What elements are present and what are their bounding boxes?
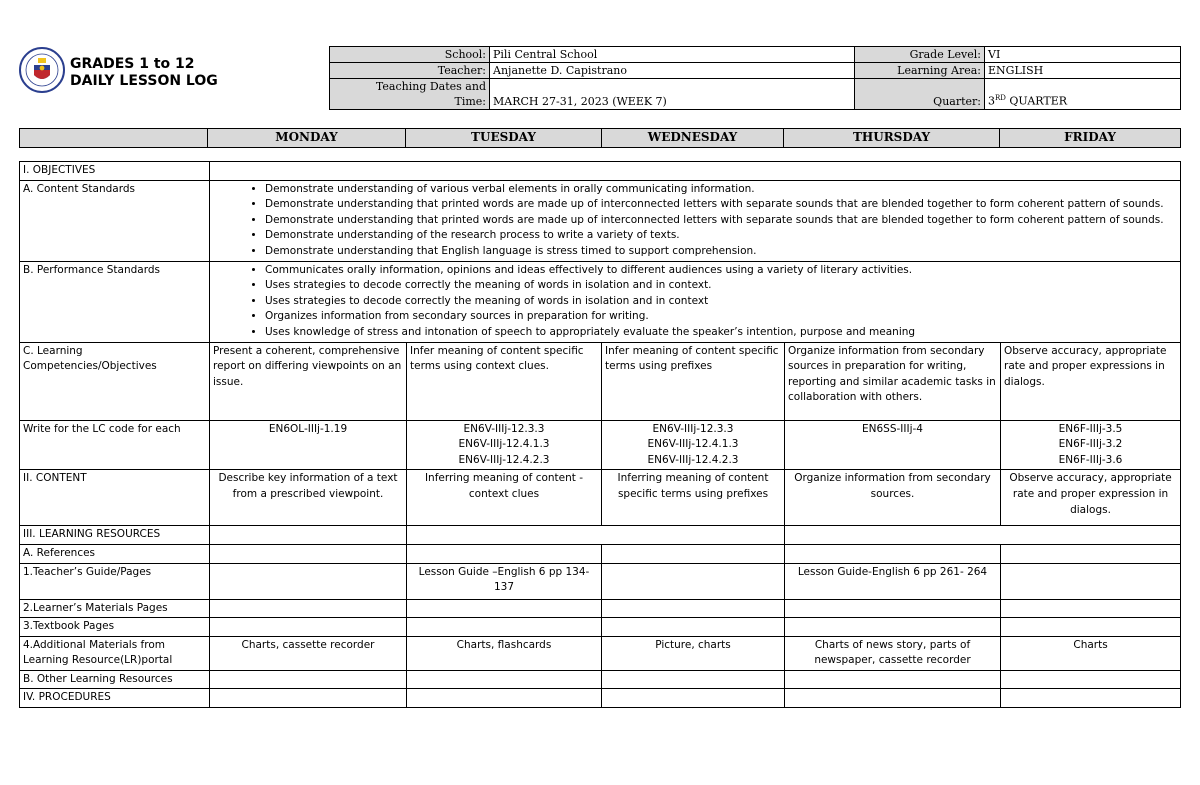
empty-cell <box>210 618 407 637</box>
lc-code-friday <box>1001 420 1181 470</box>
list-item: • Demonstrate understanding of various verbal elements in orally communicating information. <box>265 182 1177 198</box>
empty-cell <box>1001 563 1181 599</box>
list-item: • Communicates orally information, opinions and ideas effectively to different audiences using a variety of literary activities. <box>265 263 1177 279</box>
empty-cell <box>210 526 407 545</box>
list-item: • Uses strategies to decode correctly the meaning of words in isolation and in context <box>265 294 1177 310</box>
learners-materials-label: 2.Learner’s Materials Pages <box>20 599 210 618</box>
empty-cell <box>785 618 1001 637</box>
content-wednesday: Inferring meaning of content specific terms using prefixes <box>602 470 785 526</box>
empty-cell <box>210 689 407 708</box>
empty-cell <box>407 670 602 689</box>
day-header-monday: MONDAY <box>208 129 406 148</box>
lc-code: EN6V-IIIj-12.4.2.3 <box>647 453 739 466</box>
empty-cell <box>1001 689 1181 708</box>
competency-tuesday: Infer meaning of content specific terms using context clues. <box>407 342 602 420</box>
additional-materials-tuesday: Charts, flashcards <box>407 636 602 670</box>
competency-friday: Observe accuracy, appropriate rate and proper expressions in dialogs. <box>1001 342 1181 420</box>
form-title <box>70 56 218 90</box>
row-learning-resources <box>20 526 1181 545</box>
additional-materials-label-line1: 4.Additional Materials from <box>23 638 165 651</box>
performance-standards-list <box>213 263 1177 341</box>
content-standards-list <box>213 182 1177 260</box>
row-competencies <box>20 342 1181 420</box>
teacher-value: Anjanette D. Capistrano <box>490 63 855 79</box>
competency-wednesday: Infer meaning of content specific terms using prefixes <box>602 342 785 420</box>
additional-materials-label-line2: Learning Resource(LR)portal <box>23 654 173 667</box>
row-references <box>20 544 1181 563</box>
empty-cell <box>1001 618 1181 637</box>
teacher-label: Teacher: <box>330 63 490 79</box>
content-standards-label: A. Content Standards <box>20 180 210 261</box>
row-objectives <box>20 162 1181 181</box>
quarter-label: Quarter: <box>855 79 985 110</box>
row-content-standards <box>20 180 1181 261</box>
school-label: School: <box>330 47 490 63</box>
empty-cell <box>602 563 785 599</box>
lc-code: EN6F-IIIj-3.5 <box>1058 422 1123 435</box>
empty-cell <box>785 670 1001 689</box>
references-label: A. References <box>20 544 210 563</box>
empty-cell <box>785 526 1181 545</box>
competency-monday: Present a coherent, comprehensive report on differing viewpoints on an issue. <box>210 342 407 420</box>
teaching-dates-label-line2: Time: <box>454 95 486 108</box>
day-header-thursday: THURSDAY <box>784 129 1000 148</box>
row-content <box>20 470 1181 526</box>
row-performance-standards <box>20 261 1181 342</box>
empty-cell <box>602 670 785 689</box>
list-item: • Demonstrate understanding that printed words are made up of interconnected letters with separate sounds that are blended together to form coherent pattern of sounds. <box>265 213 1177 229</box>
day-header-table <box>19 128 1181 148</box>
learning-resources-label: III. LEARNING RESOURCES <box>20 526 210 545</box>
grade-level-label: Grade Level: <box>855 47 985 63</box>
objectives-cell <box>210 162 1181 181</box>
empty-cell <box>407 689 602 708</box>
lc-code: EN6V-IIIj-12.4.2.3 <box>458 453 550 466</box>
learning-area-label: Learning Area: <box>855 63 985 79</box>
empty-cell <box>785 544 1001 563</box>
form-title-line2: DAILY LESSON LOG <box>70 73 218 89</box>
teachers-guide-tuesday: Lesson Guide –English 6 pp 134-137 <box>407 563 602 599</box>
teaching-dates-value: MARCH 27-31, 2023 (WEEK 7) <box>490 79 855 110</box>
lc-code-wednesday <box>602 420 785 470</box>
lc-code-monday <box>210 420 407 470</box>
quarter-value <box>985 79 1181 110</box>
lc-code: EN6OL-IIIj-1.19 <box>268 422 348 435</box>
list-item: • Demonstrate understanding of the research process to write a variety of texts. <box>265 228 1177 244</box>
list-item: • Uses strategies to decode correctly the meaning of words in isolation and in context. <box>265 278 1177 294</box>
objectives-label: I. OBJECTIVES <box>20 162 210 181</box>
additional-materials-wednesday: Picture, charts <box>602 636 785 670</box>
empty-cell <box>1001 544 1181 563</box>
list-item: • Demonstrate understanding that English language is stress timed to support comprehension. <box>265 244 1177 260</box>
empty-cell <box>602 544 785 563</box>
empty-cell <box>210 544 407 563</box>
row-lc-code <box>20 420 1181 470</box>
competency-thursday: Organize information from secondary sources in preparation for writing, reporting and similar academic tasks in collaboration with others. <box>785 342 1001 420</box>
row-other-resources <box>20 670 1181 689</box>
empty-cell <box>785 599 1001 618</box>
row-additional-materials <box>20 636 1181 670</box>
textbook-pages-label: 3.Textbook Pages <box>20 618 210 637</box>
quarter-word: QUARTER <box>1005 95 1068 108</box>
content-friday: Observe accuracy, appropriate rate and proper expression in dialogs. <box>1001 470 1181 526</box>
empty-cell <box>602 689 785 708</box>
additional-materials-label <box>20 636 210 670</box>
empty-cell <box>407 526 785 545</box>
procedures-label: IV. PROCEDURES <box>20 689 210 708</box>
quarter-superscript: RD <box>995 94 1006 103</box>
lc-code: EN6SS-IIIj-4 <box>862 422 923 435</box>
empty-cell <box>210 563 407 599</box>
lc-code-label: Write for the LC code for each <box>20 420 210 470</box>
performance-standards-cell <box>210 261 1181 342</box>
lc-code: EN6V-IIIj-12.4.1.3 <box>458 438 550 451</box>
other-resources-label: B. Other Learning Resources <box>20 670 210 689</box>
additional-materials-monday: Charts, cassette recorder <box>210 636 407 670</box>
list-item: • Organizes information from secondary sources in preparation for writing. <box>265 309 1177 325</box>
row-textbook-pages <box>20 618 1181 637</box>
lc-code-tuesday <box>407 420 602 470</box>
row-learners-materials <box>20 599 1181 618</box>
lc-code: EN6F-IIIj-3.6 <box>1058 453 1123 466</box>
deped-seal-logo <box>19 47 65 93</box>
competencies-label <box>20 342 210 420</box>
list-item: • Demonstrate understanding that printed words are made up of interconnected letters with separate sounds that are blended together to form coherent pattern of sounds. <box>265 197 1177 213</box>
empty-cell <box>1001 599 1181 618</box>
content-label: II. CONTENT <box>20 470 210 526</box>
day-header-wednesday: WEDNESDAY <box>602 129 784 148</box>
competencies-label-line1: C. Learning <box>23 344 83 357</box>
grade-level-value: VI <box>985 47 1181 63</box>
empty-cell <box>1001 670 1181 689</box>
header-info-table <box>329 46 1181 110</box>
content-standards-cell <box>210 180 1181 261</box>
empty-cell <box>407 544 602 563</box>
competencies-label-line2: Competencies/Objectives <box>23 360 157 373</box>
empty-cell <box>210 599 407 618</box>
empty-cell <box>785 689 1001 708</box>
lc-code: EN6V-IIIj-12.3.3 <box>463 422 545 435</box>
lc-code-thursday <box>785 420 1001 470</box>
performance-standards-label: B. Performance Standards <box>20 261 210 342</box>
quarter-number: 3 <box>988 95 995 108</box>
lesson-log-table <box>19 161 1181 708</box>
empty-cell <box>407 618 602 637</box>
lc-code: EN6V-IIIj-12.3.3 <box>652 422 734 435</box>
teaching-dates-label <box>330 79 490 110</box>
teachers-guide-thursday: Lesson Guide-English 6 pp 261- 264 <box>785 563 1001 599</box>
lc-code: EN6V-IIIj-12.4.1.3 <box>647 438 739 451</box>
content-thursday: Organize information from secondary sources. <box>785 470 1001 526</box>
day-header-tuesday: TUESDAY <box>406 129 602 148</box>
empty-cell <box>407 599 602 618</box>
empty-cell <box>210 670 407 689</box>
content-monday: Describe key information of a text from a prescribed viewpoint. <box>210 470 407 526</box>
content-tuesday: Inferring meaning of content -context clues <box>407 470 602 526</box>
teachers-guide-label: 1.Teacher’s Guide/Pages <box>20 563 210 599</box>
school-value: Pili Central School <box>490 47 855 63</box>
row-procedures <box>20 689 1181 708</box>
empty-cell <box>602 599 785 618</box>
additional-materials-friday: Charts <box>1001 636 1181 670</box>
learning-area-value: ENGLISH <box>985 63 1181 79</box>
additional-materials-thursday: Charts of news story, parts of newspaper, cassette recorder <box>785 636 1001 670</box>
teaching-dates-label-line1: Teaching Dates and <box>375 80 486 93</box>
form-title-line1: GRADES 1 to 12 <box>70 56 195 72</box>
empty-cell <box>602 618 785 637</box>
list-item: • Uses knowledge of stress and intonation of speech to appropriately evaluate the speaker’s intention, purpose and meaning <box>265 325 1177 341</box>
day-header-blank <box>20 129 208 148</box>
lc-code: EN6F-IIIj-3.2 <box>1058 438 1123 451</box>
row-teachers-guide <box>20 563 1181 599</box>
day-header-friday: FRIDAY <box>1000 129 1181 148</box>
